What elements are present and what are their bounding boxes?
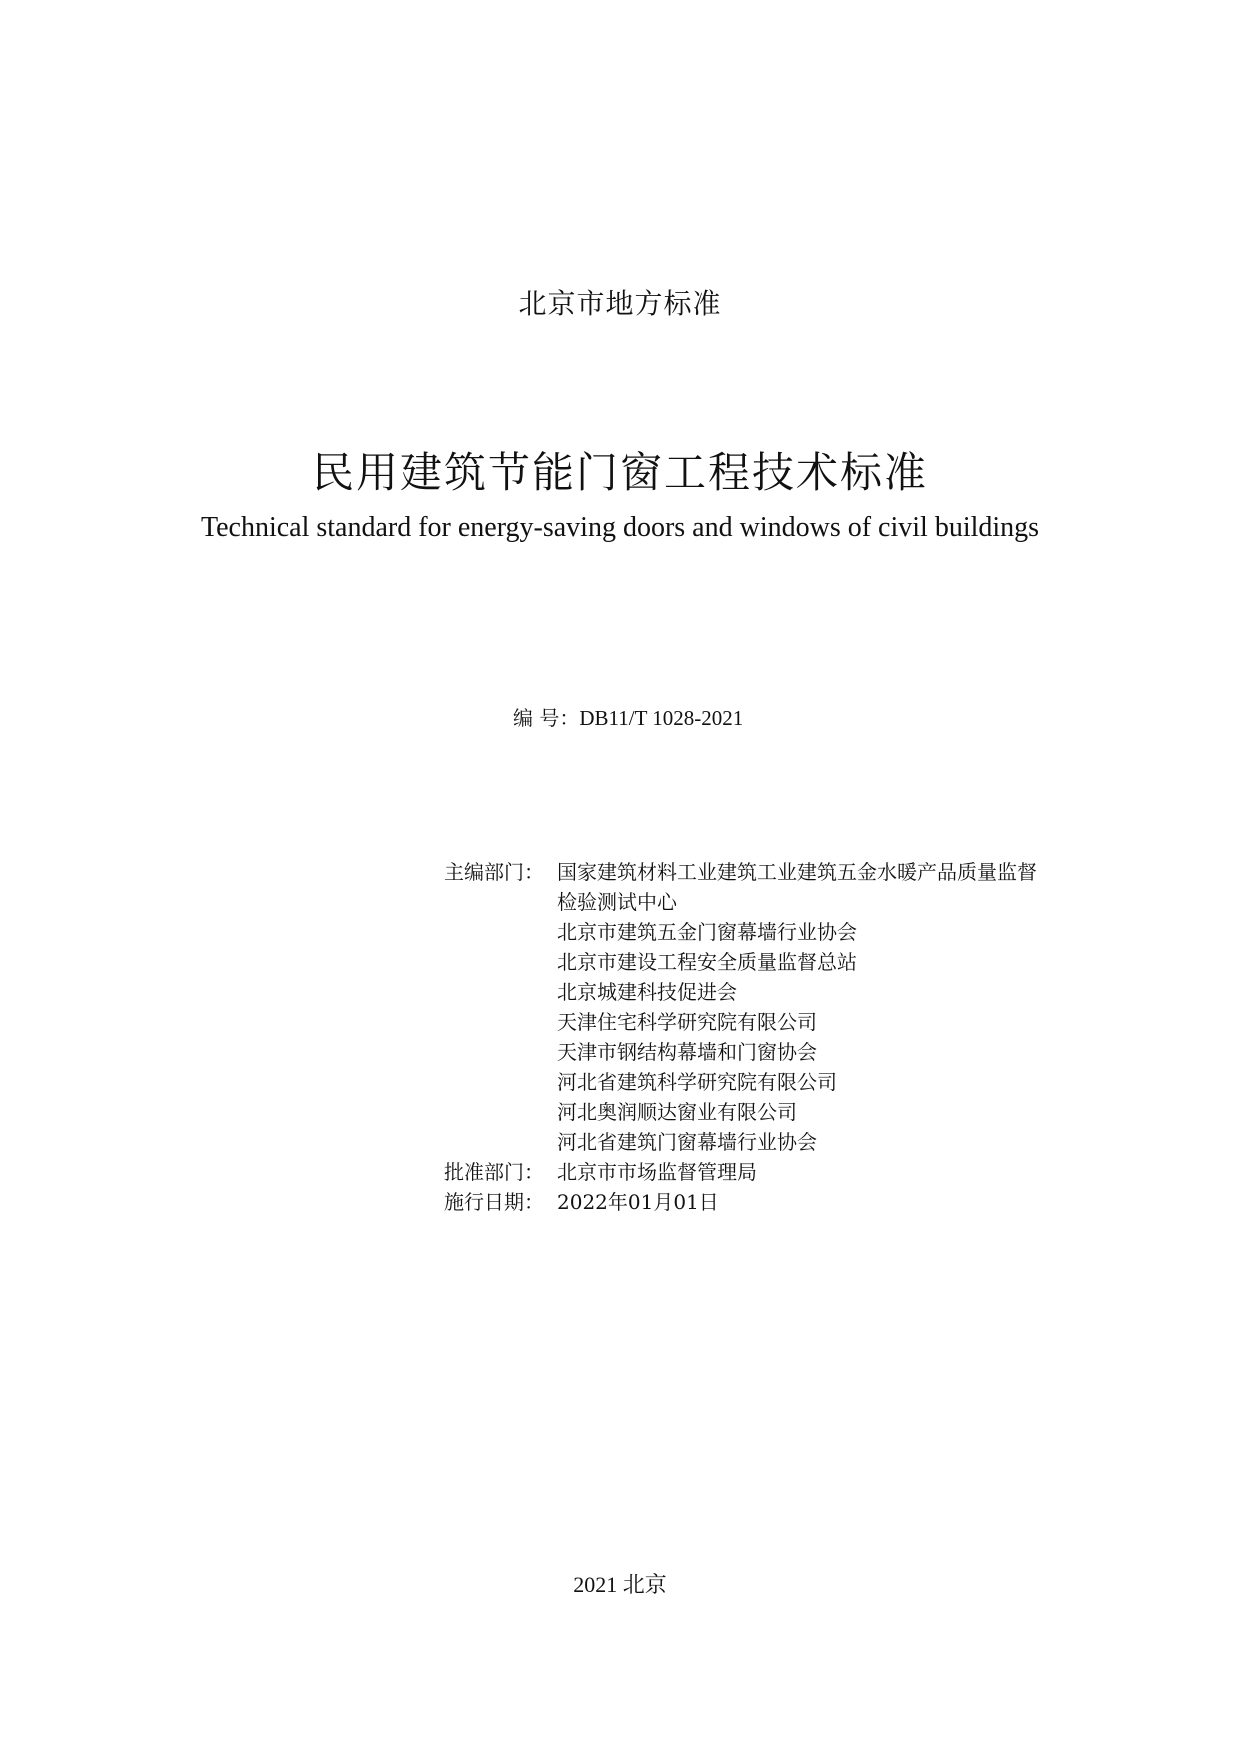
- standard-code-label: 编 号：: [513, 706, 580, 730]
- standard-category: 北京市地方标准: [518, 287, 722, 320]
- approval-row: [444, 1157, 1037, 1187]
- chief-editors-list: [557, 857, 1037, 1157]
- standard-code: [513, 702, 743, 731]
- publication-year-place: 2021 北京: [573, 1572, 667, 1597]
- effective-date-row: [444, 1187, 1037, 1217]
- chief-editors-label: 主编部门：: [444, 860, 544, 884]
- chief-editor-item: 北京市建设工程安全质量监督总站: [557, 950, 857, 974]
- effective-date-value: 2022年01月01日: [557, 1190, 719, 1214]
- chief-editor-item: 河北省建筑科学研究院有限公司: [557, 1070, 837, 1094]
- chief-editor-item: 北京城建科技促进会: [557, 980, 737, 1004]
- chief-editor-item: 天津市钢结构幕墙和门窗协会: [557, 1040, 817, 1064]
- effective-date-label: 施行日期：: [444, 1190, 544, 1214]
- chief-editors-row: [444, 857, 1037, 1157]
- approval-label: 批准部门：: [444, 1160, 544, 1184]
- chief-editor-item: 天津住宅科学研究院有限公司: [557, 1010, 817, 1034]
- document-info-block: [444, 857, 1037, 1217]
- chief-editor-item: 国家建筑材料工业建筑工业建筑五金水暖产品质量监督: [557, 860, 1037, 884]
- standard-code-value: DB11/T 1028-2021: [579, 706, 744, 730]
- approval-value: 北京市市场监督管理局: [557, 1160, 757, 1184]
- document-title-chinese: 民用建筑节能门窗工程技术标准: [311, 448, 928, 497]
- chief-editor-item: 河北省建筑门窗幕墙行业协会: [557, 1130, 817, 1154]
- chief-editor-item: 北京市建筑五金门窗幕墙行业协会: [557, 920, 857, 944]
- chief-editor-item: 河北奥润顺达窗业有限公司: [557, 1100, 797, 1124]
- chief-editor-item: 检验测试中心: [557, 890, 677, 914]
- document-title-english: Technical standard for energy-saving doors and windows of civil buildings: [200, 512, 1040, 543]
